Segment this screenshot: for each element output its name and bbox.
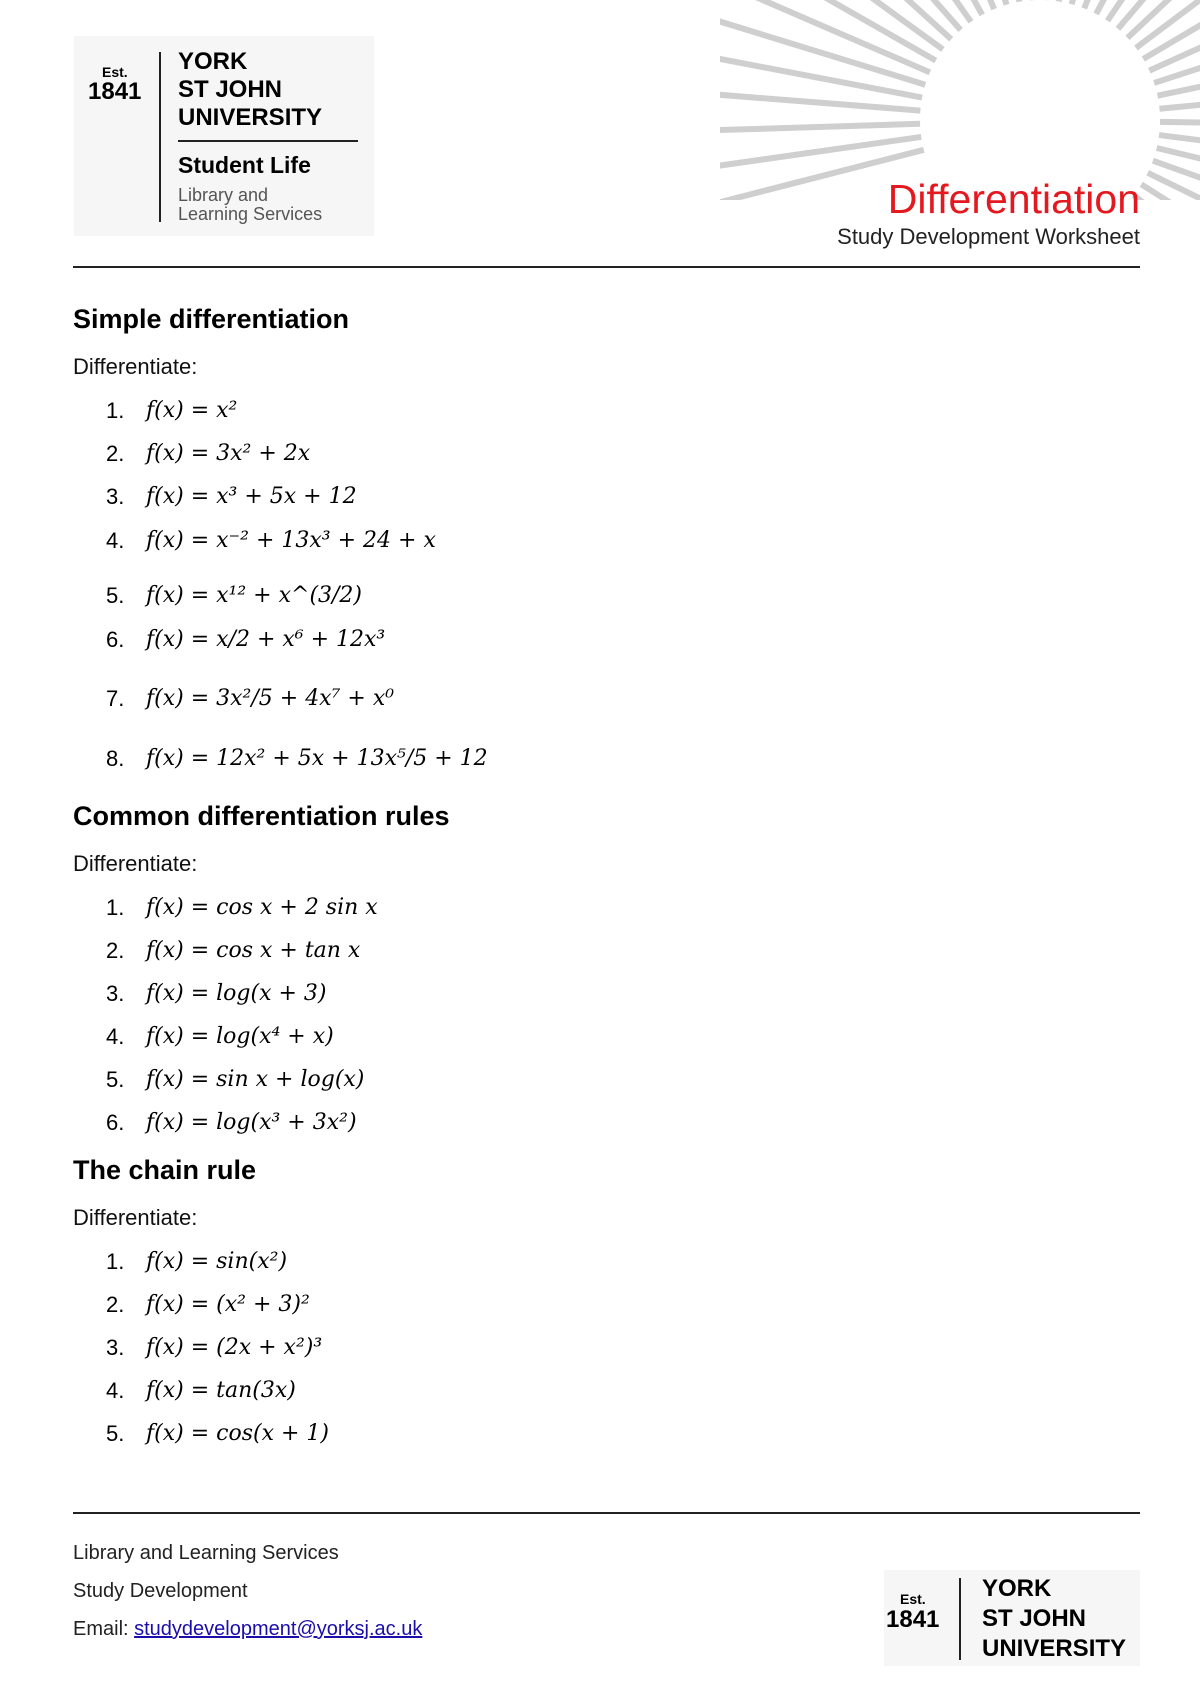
sunburst-ray: [720, 124, 920, 131]
list-item: [0, 1067, 700, 1107]
item-number: 1.: [106, 1249, 125, 1274]
section-heading: The chain rule: [73, 1155, 257, 1185]
footer-divider: [73, 1512, 1140, 1514]
list-item: [0, 1421, 700, 1461]
header-divider: [73, 266, 1140, 268]
item-number: 5.: [106, 583, 125, 608]
math-expression: f(x) = x¹² + x^(3/2): [146, 583, 363, 608]
item-number: 1.: [106, 895, 125, 920]
math-expression: f(x) = cos x + tan x: [146, 938, 361, 963]
sunburst-ray: [720, 137, 921, 168]
logo-est: Est.: [102, 64, 128, 80]
list-item: [0, 1110, 700, 1150]
math-expression: f(x) = 3x² + 2x: [146, 441, 311, 466]
footer-email-line: [73, 1618, 422, 1641]
section-heading: Simple differentiation: [73, 304, 350, 334]
footer-logo-year: 1841: [886, 1606, 940, 1633]
item-number: 5.: [106, 1067, 125, 1092]
item-number: 3.: [106, 484, 125, 509]
list-item: [0, 981, 700, 1021]
list-item: [0, 938, 700, 978]
item-number: 2.: [106, 1292, 125, 1317]
item-number: 1.: [106, 398, 125, 423]
math-expression: f(x) = sin(x²): [146, 1249, 288, 1274]
math-expression: f(x) = x²: [146, 398, 238, 423]
list-item: [0, 583, 700, 623]
list-item: [0, 528, 700, 568]
page-title: Differentiation: [887, 176, 1140, 222]
item-number: 6.: [106, 627, 125, 652]
sunburst-ray: [745, 0, 936, 61]
footer-logo-est: Est.: [900, 1591, 926, 1607]
item-number: 3.: [106, 981, 125, 1006]
sunburst-ray: [1160, 122, 1200, 125]
sunburst-ray: [1084, 0, 1165, 8]
list-item: [0, 484, 700, 524]
logo-university-name: YORK ST JOHN UNIVERSITY: [178, 48, 323, 131]
list-item: [0, 1292, 700, 1332]
item-number: 5.: [106, 1421, 125, 1446]
footer-logo-divider: [959, 1578, 961, 1660]
math-expression: f(x) = sin x + log(x): [146, 1067, 365, 1092]
list-item: [0, 1024, 700, 1064]
math-expression: f(x) = log(x⁴ + x): [146, 1024, 334, 1049]
email-link[interactable]: studydevelopment@yorksj.ac.uk: [134, 1618, 423, 1640]
list-item: [0, 1378, 700, 1418]
footer-logo-name: YORK ST JOHN UNIVERSITY: [982, 1575, 1127, 1662]
section-heading: Common differentiation rules: [73, 801, 450, 831]
math-expression: f(x) = (2x + x²)³: [146, 1335, 323, 1360]
math-expression: f(x) = tan(3x): [146, 1378, 296, 1403]
logo-subdepartment: Library and Learning Services: [178, 185, 323, 224]
section-lead: Differentiate:: [73, 354, 198, 379]
math-expression: f(x) = cos(x + 1): [146, 1421, 329, 1446]
math-expression: f(x) = log(x³ + 3x²): [146, 1110, 357, 1135]
item-number: 4.: [106, 1378, 125, 1403]
math-expression: f(x) = (x² + 3)²: [146, 1292, 310, 1317]
sunburst-ray: [720, 20, 925, 85]
logo-year: 1841: [88, 78, 142, 105]
list-item: [0, 1249, 700, 1289]
sunburst-ray: [720, 93, 920, 110]
footer-team: Study Development: [73, 1580, 248, 1602]
math-expression: f(x) = x/2 + x⁶ + 12x³: [146, 627, 386, 652]
list-item: [0, 746, 700, 786]
list-item: [0, 1335, 700, 1375]
item-number: 6.: [106, 1110, 125, 1135]
math-expression: f(x) = 3x²/5 + 4x⁷ + x⁰: [146, 686, 395, 711]
math-expression: f(x) = x³ + 5x + 12: [146, 484, 357, 509]
section-lead: Differentiate:: [73, 1205, 198, 1230]
list-item: [0, 627, 700, 667]
math-expression: f(x) = log(x + 3): [146, 981, 327, 1006]
email-label: Email:: [73, 1618, 135, 1640]
item-number: 7.: [106, 686, 125, 711]
section-lead: Differentiate:: [73, 851, 198, 876]
item-number: 4.: [106, 1024, 125, 1049]
list-item: [0, 398, 700, 438]
item-number: 4.: [106, 528, 125, 553]
page-subtitle: Study Development Worksheet: [837, 224, 1140, 249]
list-item: [0, 895, 700, 935]
list-item: [0, 441, 700, 481]
math-expression: f(x) = x⁻² + 13x³ + 24 + x: [146, 528, 436, 553]
item-number: 8.: [106, 746, 125, 771]
math-expression: f(x) = cos x + 2 sin x: [146, 895, 378, 920]
logo-rule: [178, 140, 358, 142]
item-number: 2.: [106, 938, 125, 963]
logo-department: Student Life: [178, 152, 311, 178]
logo-divider: [159, 52, 161, 222]
item-number: 3.: [106, 1335, 125, 1360]
item-number: 2.: [106, 441, 125, 466]
math-expression: f(x) = 12x² + 5x + 13x⁵/5 + 12: [146, 746, 488, 771]
sunburst-decoration: [720, 0, 1200, 200]
footer-department: Library and Learning Services: [73, 1542, 339, 1564]
list-item: [0, 686, 700, 726]
